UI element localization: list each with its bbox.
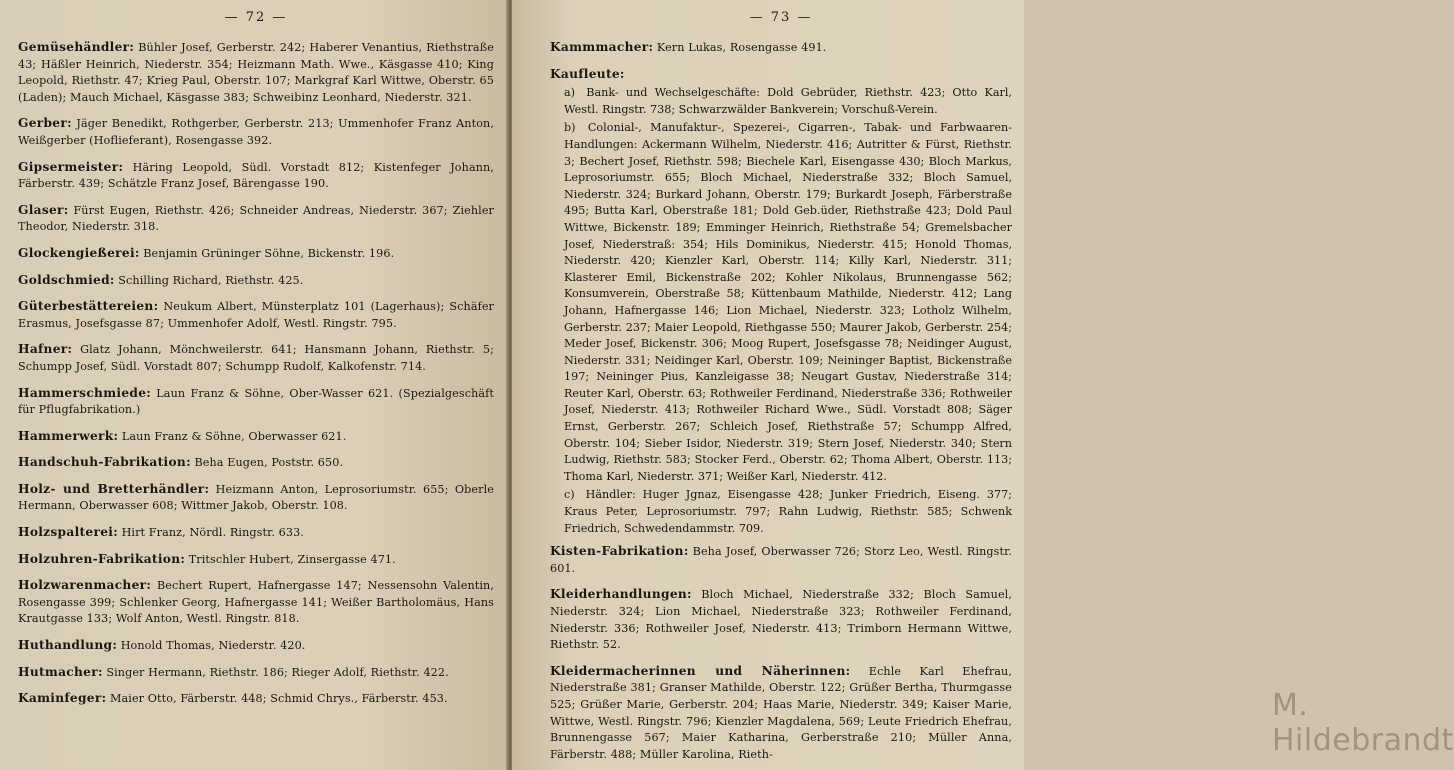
subsection-label: a) [564,86,576,100]
directory-entry [18,385,494,419]
subsection-c [550,487,1012,537]
directory-entry [550,586,1012,653]
entry-text: Heizmann Anton, Leprosoriumstr. 655; Oberle Hermann, Oberwasser 608; Wittmer Jakob, Oberstr. 108. [18,482,494,513]
entry-heading: Gemüsehändler: [18,40,135,54]
directory-entry [550,663,1012,764]
subsection-b [550,120,1012,485]
entry-text: Bechert Rupert, Hafnergasse 147; Nessensohn Valentin, Rosengasse 399; Schlenker Georg, Hafnergasse 141; Weißer Bartholomäus, Hans Krautgasse 133; Wolf Anton, Westl. Ringstr. 818. [18,579,494,626]
directory-entry [18,637,494,655]
directory-entry [18,272,494,290]
page-number: — 72 — [224,10,288,25]
entry-text: Laun Franz & Söhne, Oberwasser 621. [121,429,347,443]
entry-text: Beha Josef, Oberwasser 726; Storz Leo, Westl. Ringstr. 601. [550,545,1012,575]
directory-list [18,39,494,708]
entry-text: Fürst Eugen, Riethstr. 426; Schneider Andreas, Niederstr. 367; Ziehler Theodor, Niederstr. 318. [18,203,494,234]
entry-text: Singer Hermann, Riethstr. 186; Rieger Adolf, Riethstr. 422. [106,665,449,679]
entry-heading: Glaser: [18,202,69,217]
directory-list [550,543,1012,763]
page-number: — 73 — [749,10,813,25]
entry-heading: Güterbestättereien: [18,299,159,314]
directory-entry [550,543,1012,577]
entry-text: Maier Otto, Färberstr. 448; Schmid Chrys., Färberstr. 453. [109,692,448,706]
entry-text: Benjamin Grüninger Söhne, Bickenstr. 196. [143,246,395,260]
directory-entry [550,39,1012,57]
directory-entry [18,428,494,446]
directory-entry [18,664,494,682]
entry-heading: Hammerwerk: [18,428,119,443]
directory-entry [18,298,494,332]
directory-entry [18,341,494,375]
directory-entry [18,577,494,628]
entry-heading: Kammmacher: [550,40,654,54]
subsection-text: Händler: Huger Jgnaz, Eisengasse 428; Junker Friedrich, Eiseng. 377; Kraus Peter, Leprosoriumstr. 797; Rahn Ludwig, Riethstr. 585; Schwenk Friedrich, Schwedendammstr. 709. [564,488,1013,535]
entry-text: Häring Leopold, Südl. Vorstadt 812; Kistenfeger Johann, Färberstr. 439; Schätzle Franz Josef, Bärengasse 190. [18,160,494,191]
entry-heading: Hutmacher: [18,664,103,679]
entry-text: Bloch Michael, Niederstraße 332; Bloch Samuel, Niederstr. 324; Lion Michael, Niederstraße 323; Rothweiler Ferdinand, Niederstr. 336; Rothweiler Josef, Niederstr. 413; Trimborn Hermann Wittwe, Riethstr. 52. [550,588,1012,652]
watermark: M. Hildebrandt [1272,688,1454,758]
entry-heading: Holz- und Bretterhändler: [18,481,210,496]
left-page [0,0,508,770]
entry-text: Jäger Benedikt, Rothgerber, Gerberstr. 213; Ummenhofer Franz Anton, Weißgerber (Hoflieferant), Rosengasse 392. [18,117,494,147]
right-page [512,0,1454,770]
entry-heading: Handschuh-Fabrikation: [18,455,191,470]
subsection-text: Colonial-, Manufaktur-, Spezerei-, Cigarren-, Tabak- und Farbwaaren-Handlungen: Ackermann Wilhelm, Niederstr. 416; Autritter & Fürst, Riethstr. 3; Bechert Josef, Riethstr. 598; Biechele Karl, Eisengasse 430; Bloch Markus, Leprosoriumstr. 655; Bloch Michael, Niederstraße 332; Bloch Samuel, Niederstr. 324; Burkard Johann, Oberstr. 179; Burkardt Joseph, Färberstraße 495; Butta Karl, Oberstraße 181; Dold Geb.üder, Riethstraße 423; Dold Paul Wittwe, Bickenstr. 189; Emminger Heinrich, Riethstraße 54; Gremelsbacher Josef, Niederstraß: 354; Hils Dominikus, Niederstr. 415; Honold Thomas, Niederstr. 420; Kienzler Karl, Oberstr. 114; Killy Karl, Niederstr. 311; Klasterer Emil, Bickenstraße 202; Kohler Nikolaus, Brunnengasse 562; Konsumverein, Oberstraße 58; Küttenbaum Mathilde, Niederstr. 412; Lang Johann, Hafnergasse 146; Lion Michael, Niederstr. 323; Lotholz Wilhelm, Gerberstr. 237; Maier Leopold, Riethgasse 550; Maurer Jakob, Gerberstr. 254; Meder Josef, Bickenstr. 306; Moog Rupert, Josefsgasse 78; Neidinger August, Niederstr. 331; Neidinger Karl, Oberstr. 109; Neininger Baptist, Bickenstraße 197; Neininger Pius, Kanzleigasse 38; Neugart Gustav, Niederstraße 314; Reuter Karl, Oberstr. 63; Rothweiler Ferdinand, Niederstraße 336; Rothweiler Josef, Niederstr. 413; Rothweiler Richard Wwe., Südl. Vorstadt 808; Säger Ernst, Gerberstr. 267; Schleich Josef, Riethstraße 57; Schumpp Alfred, Oberstr. 104; Sieber Isidor, Niederstr. 319; Stern Josef, Niederstr. 340; Stern Ludwig, Riethstr. 583; Stocker Ferd., Oberstr. 62; Thoma Albert, Oberstr. 113; Thoma Karl, Niederstr. 371; Weißer Karl, Niederstr. 412. [564,121,1013,483]
directory-entry [18,202,494,236]
entry-text: Beha Eugen, Poststr. 650. [194,456,344,470]
directory-entry [18,454,494,472]
directory-entry-kaufleute [550,66,1012,84]
entry-text: Neukum Albert, Münsterplatz 101 (Lagerhaus); Schäfer Erasmus, Josefsgasse 87; Ummenhofer Adolf, Westl. Ringstr. 795. [18,300,494,330]
directory-entry [18,690,494,708]
directory-entry [18,115,494,149]
entry-text: Honold Thomas, Niederstr. 420. [120,639,306,653]
subsection-label: b) [564,121,576,135]
entry-heading: Gipsermeister: [18,159,124,174]
subsection-a [550,85,1012,118]
entry-heading: Holzspalterei: [18,525,118,540]
directory-entry [18,481,494,515]
directory-entry [18,245,494,263]
entry-heading: Kleiderhandlungen: [550,587,692,602]
directory-entry [18,524,494,542]
entry-text: Laun Franz & Söhne, Ober-Wasser 621. (Spezialgeschäft für Pflugfabrikation.) [18,386,494,417]
entry-heading: Kaminfeger: [18,691,107,706]
entry-heading: Kaufleute: [550,66,625,81]
entry-heading: Gerber: [18,116,72,131]
subsection-text: Bank- und Wechselgeschäfte: Dold Gebrüder, Riethstr. 423; Otto Karl, Westl. Ringstr. 738; Schwarzwälder Bankverein; Vorschuß-Verein. [564,86,1012,116]
entry-text: Tritschler Hubert, Zinsergasse 471. [188,552,396,566]
entry-heading: Hafner: [18,342,73,357]
entry-heading: Huthandlung: [18,638,118,653]
subsection-label: c) [564,488,575,502]
entry-heading: Glockengießerei: [18,245,140,260]
entry-heading: Kisten-Fabrikation: [550,544,689,559]
entry-text: Schilling Richard, Riethstr. 425. [118,273,304,287]
entry-heading: Kleidermacherinnen und Näherinnen: [550,663,851,678]
entry-heading: Hammerschmiede: [18,385,152,400]
entry-heading: Holzwarenmacher: [18,578,152,593]
directory-entry [18,551,494,569]
entry-heading: Goldschmied: [18,272,115,287]
entry-text: Kern Lukas, Rosengasse 491. [656,41,827,54]
entry-text: Bühler Josef, Gerberstr. 242; Haberer Venantius, Riethstraße 43; Häßler Heinrich, Niederstr. 354; Heizmann Math. Wwe., Käsgasse 410; King Leopold, Riethstr. 47; Krieg Paul, Oberstr. 107; Markgraf Karl Wittwe, Oberstr. 65 (Laden); Mauch Michael, Käsgasse 383; Schweibinz Leonhard, Niederstr. 321. [18,41,494,104]
directory-entry [18,159,494,193]
directory-entry [18,39,494,106]
entry-text: Glatz Johann, Mönchweilerstr. 641; Hansmann Johann, Riethstr. 5; Schumpp Josef, Südl. Vorstadt 807; Schumpp Rudolf, Kalkofenstr. 714. [18,343,494,373]
entry-heading: Holzuhren-Fabrikation: [18,551,186,566]
entry-text: Hirt Franz, Nördl. Ringstr. 633. [121,526,304,540]
entry-text: Echle Karl Ehefrau, Niederstraße 381; Granser Mathilde, Oberstr. 122; Grüßer Bertha, Thurmgasse 525; Grüßer Marie, Gerberstr. 204; Haas Marie, Niederstr. 349; Kaiser Marie, Wittwe, Westl. Ringstr. 796; Kienzler Magdalena, 569; Leute Friedrich Ehefrau, Brunnengasse 567; Maier Katharina, Gerberstraße 210; Müller Anna, Färberstr. 488; Müller Karolina, Rieth- [550,664,1012,761]
